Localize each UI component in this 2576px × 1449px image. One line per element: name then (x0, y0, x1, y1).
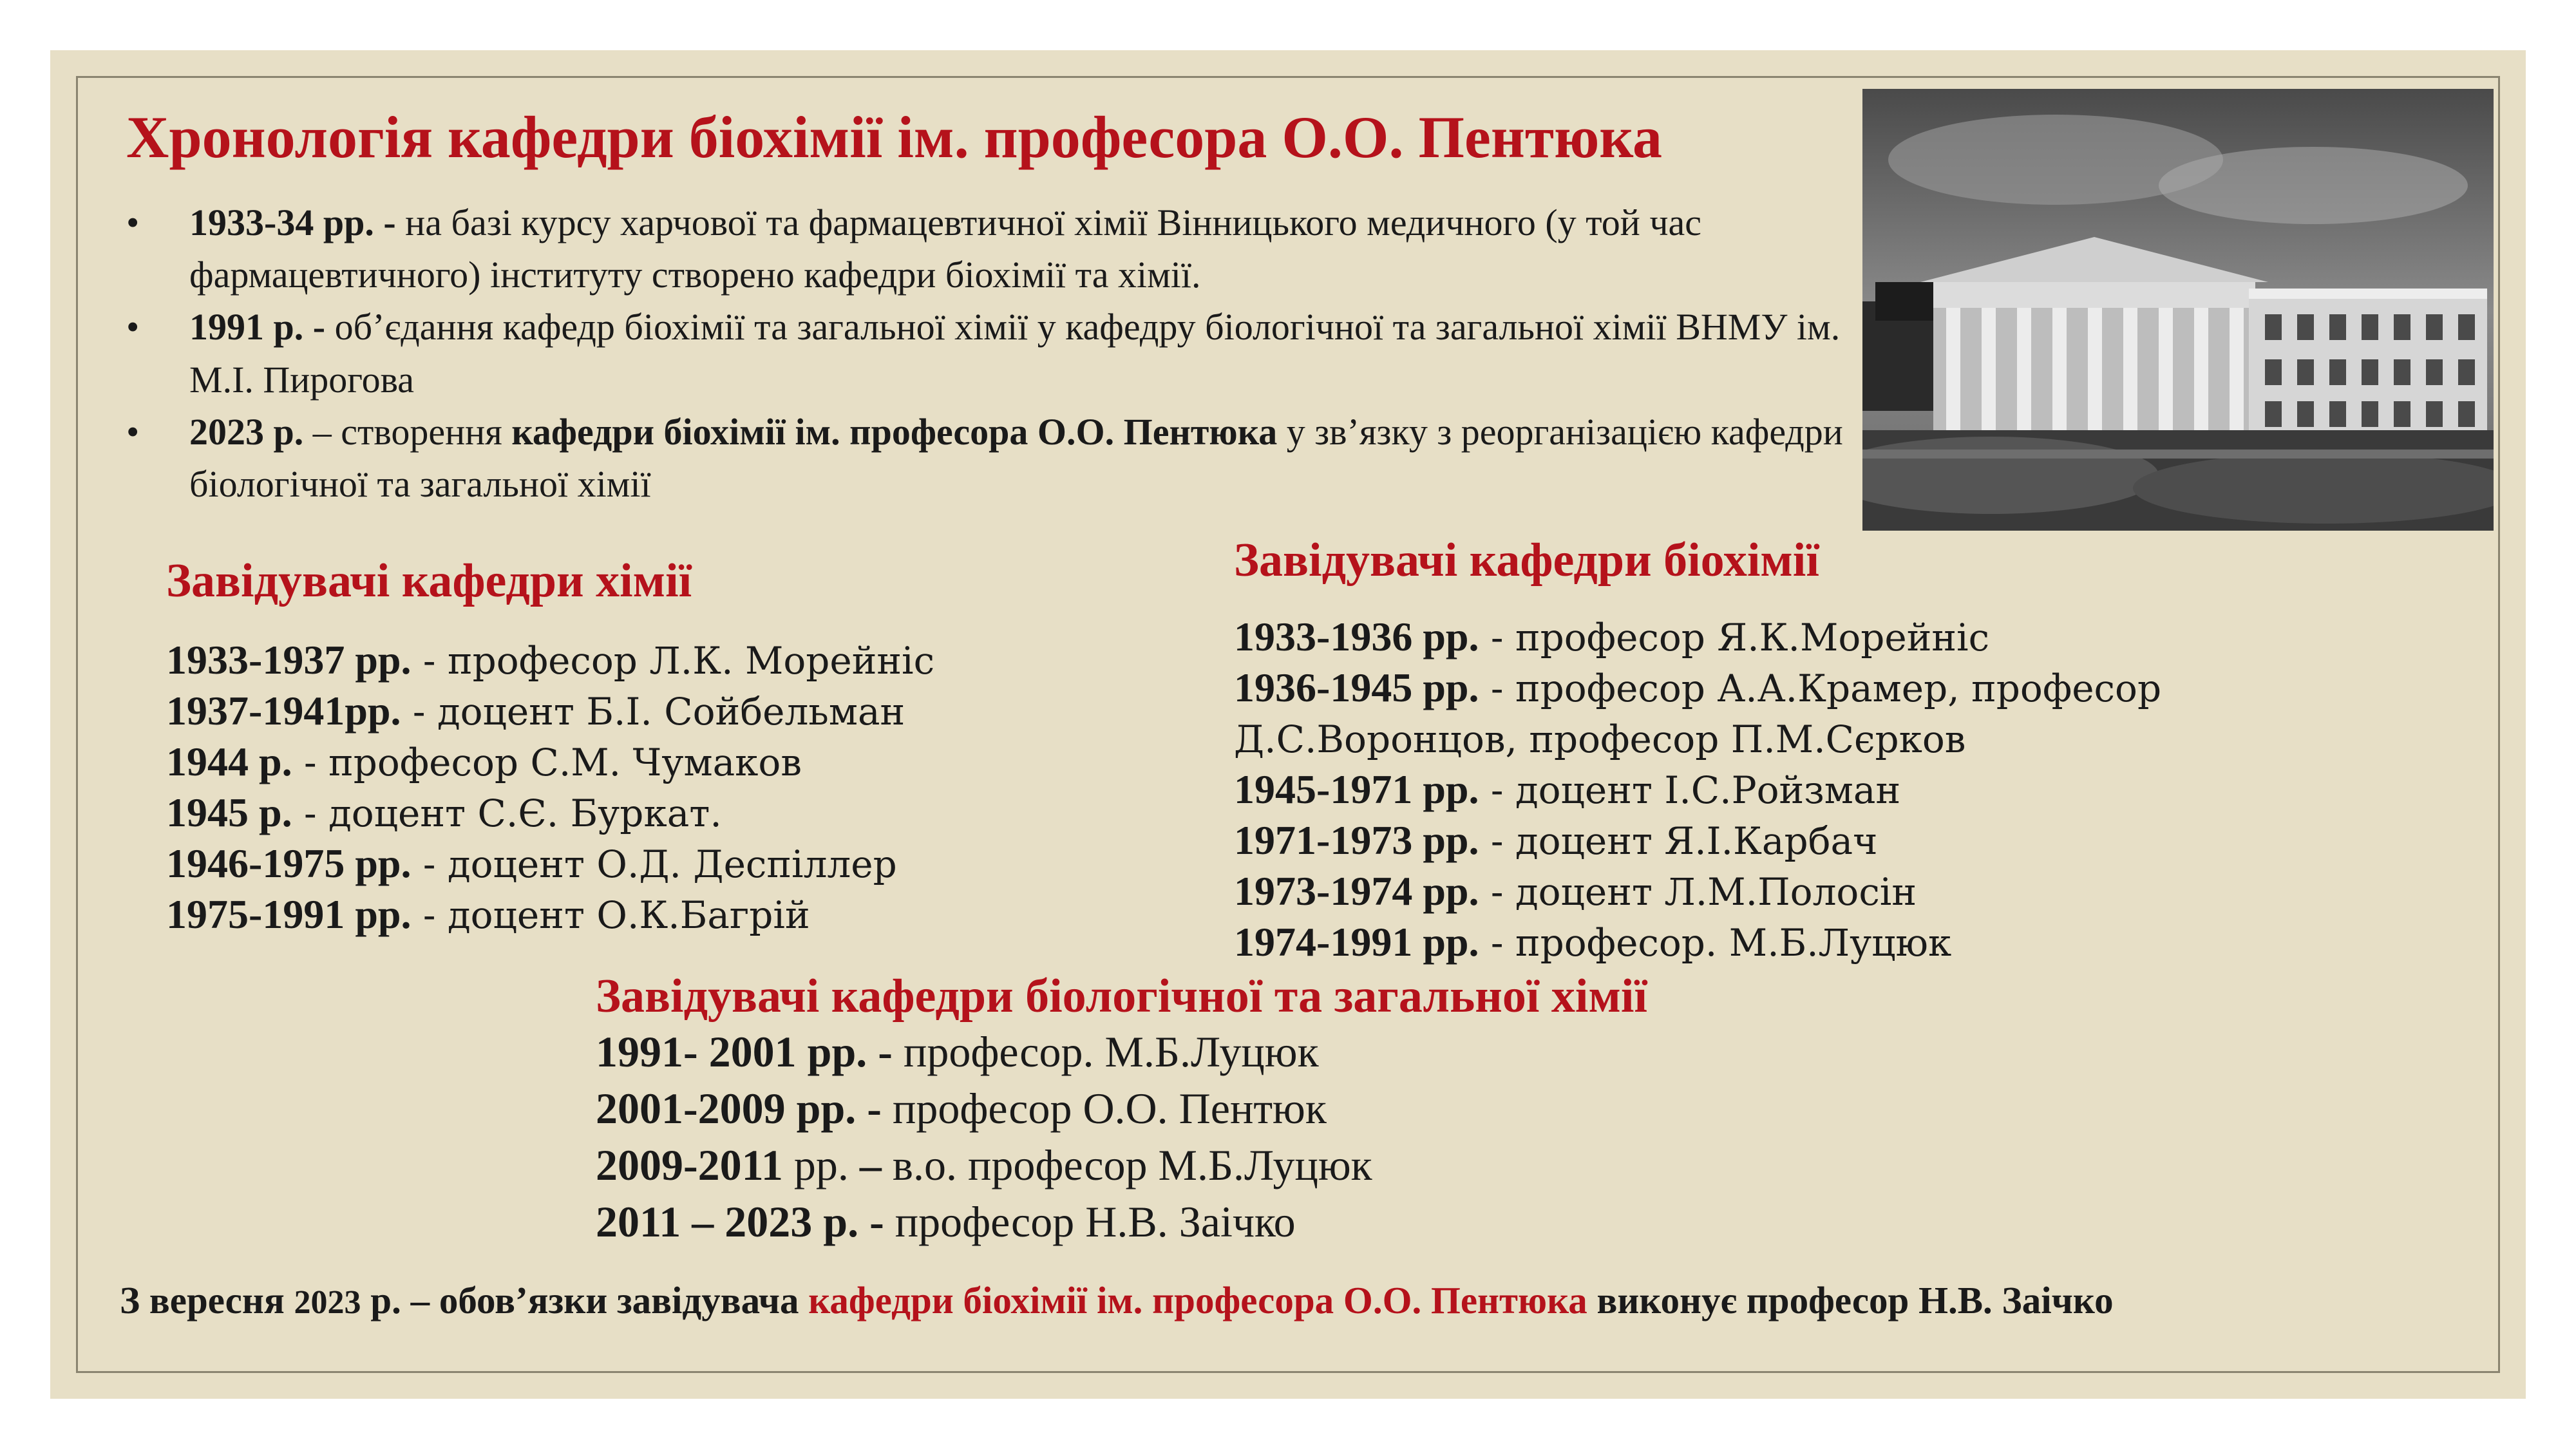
chronology-bullet-list (126, 196, 1852, 510)
bullet-years: 1991 р. - (189, 306, 326, 348)
list-item: 1944 р. - професор С.М. Чумаков (166, 739, 802, 784)
biogen-heads-list (596, 1023, 1372, 1250)
bullet-text: на базі курсу харчової та фармацевтичної хімії Вінницького медичного (у той час фармацевтичного) інституту створено кафедри біохімії та хімії. (189, 202, 1701, 296)
bullet-item (126, 301, 1852, 405)
bullet-item (126, 406, 1852, 510)
bullet-years: 1933-34 рр. - (189, 202, 396, 243)
bullet-text: – створення (303, 410, 512, 453)
chem-heads-title: Завідувачі кафедри хімії (166, 554, 692, 607)
list-item: 1971-1973 рр. - доцент Я.І.Карбач (1234, 817, 1878, 863)
list-item: 1991- 2001 рр. - професор. М.Б.Луцюк (596, 1027, 1319, 1076)
bullet-item (126, 196, 1852, 301)
list-item: 1946-1975 рр. - доцент О.Д. Деспіллер (166, 840, 897, 886)
list-item: 1945-1971 рр. - доцент І.С.Ройзман (1234, 766, 1901, 812)
list-item: 2001-2009 рр. - професор О.О. Пентюк (596, 1084, 1327, 1133)
list-item: 2009-2011 рр. – в.о. професор М.Б.Луцюк (596, 1141, 1372, 1189)
biochem-heads-list (1234, 612, 2161, 968)
slide-title: Хронологія кафедри біохімії ім. професора О.О. Пентюка (126, 104, 1662, 170)
list-item: Д.С.Воронцов, професор П.М.Сєрков (1234, 717, 1966, 761)
list-item: 2011 – 2023 р. - професор Н.В. Заічко (596, 1197, 1296, 1246)
bullet-department-name: кафедри біохімії ім. професора О.О. Пентюка (511, 410, 1278, 453)
bullet-text: об’єдання кафедр біохімії та загальної хімії у кафедру біологічної та загальної хімії ВНМУ ім. М.І. Пирогова (189, 306, 1841, 401)
list-item: 1933-1936 рр. - професор Я.К.Морейніс (1234, 614, 1990, 659)
university-building-photo (1862, 89, 2494, 531)
list-item: 1936-1945 рр. - професор А.А.Крамер, професор (1234, 665, 2162, 710)
building-photo-icon (1862, 89, 2494, 531)
chem-heads-list (166, 635, 934, 940)
list-item: 1937-1941рр. - доцент Б.І. Сойбельман (166, 688, 905, 734)
footer-note: З вересня 2023 р. – обов’язки завідувача кафедри біохімії ім. професора О.О. Пентюка виконує професор Н.В. Заічко (120, 1279, 2114, 1321)
biochem-heads-title: Завідувачі кафедри біохімії (1234, 534, 1819, 587)
list-item: 1945 р. - доцент С.Є. Буркат. (166, 790, 722, 835)
list-item: 1974-1991 рр. - професор. М.Б.Луцюк (1234, 919, 1952, 965)
biogen-heads-title: Завідувачі кафедри біологічної та загальної хімії (596, 970, 1647, 1023)
bullet-years: 2023 р. (189, 410, 304, 453)
list-item: 1973-1974 рр. - доцент Л.М.Полосін (1234, 868, 1917, 914)
footer-department-name: кафедри біохімії ім. професора О.О. Пентюка (808, 1279, 1587, 1321)
list-item: 1933-1937 рр. - професор Л.К. Морейніс (166, 637, 935, 683)
bullet-text: у зв’язку з реорганізацією кафедри біологічної та загальної хімії (189, 410, 1843, 505)
list-item: 1975-1991 рр. - доцент О.К.Багрій (166, 891, 810, 937)
